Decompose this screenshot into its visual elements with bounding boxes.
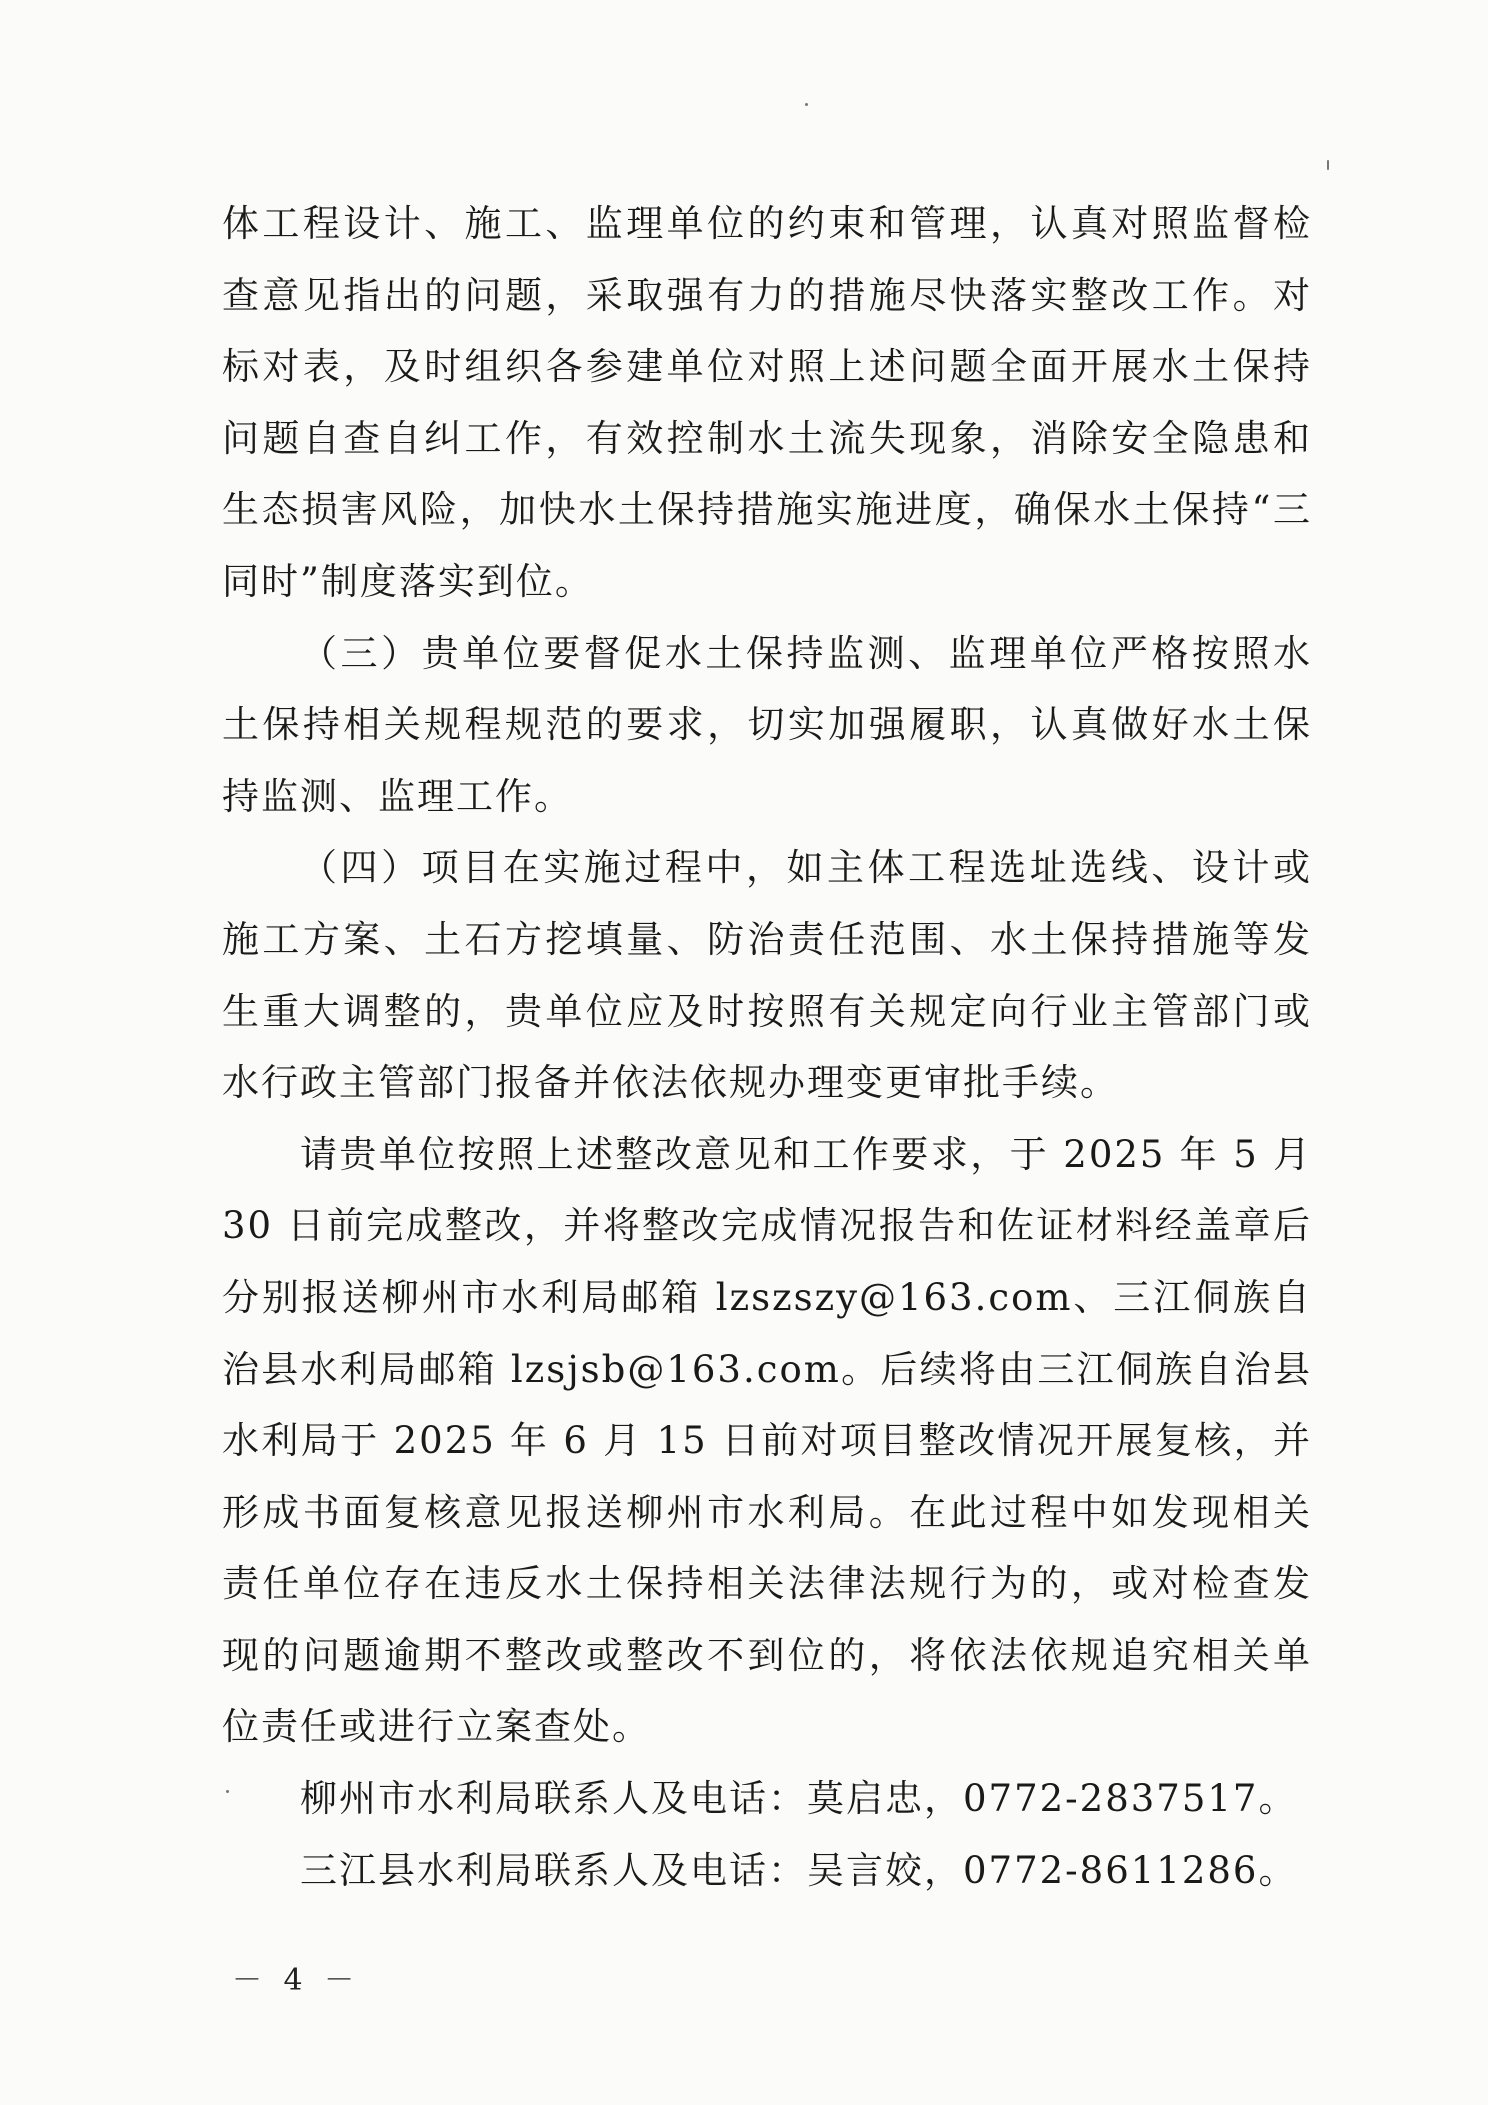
- scan-speck: [226, 1790, 229, 1793]
- contact-liuzhou: 柳州市水利局联系人及电话：莫启忠，0772-2837517。: [300, 1777, 1298, 1821]
- paragraph-continuation: 体工程设计、施工、监理单位的约束和管理，认真对照监督检查意见指出的问题，采取强有力的措施尽快落实整改工作。对标对表，及时组织各参建单位对照上述问题全面开展水土保持问题自查自纠工作，有效控制水土流失现象，消除安全隐患和生态损害风险，加快水土保持措施实施进度，确保水土保持“三同时”制度落实到位。: [222, 202, 1312, 603]
- contact-sanjiang: 三江县水利局联系人及电话：吴言姣，0772-8611286。: [300, 1848, 1298, 1892]
- document-body: [222, 188, 1312, 1906]
- scan-speck: [1327, 160, 1329, 170]
- paragraph-item-three: （三）贵单位要督促水土保持监测、监理单位严格按照水土保持相关规程规范的要求，切实加强履职，认真做好水土保持监测、监理工作。: [222, 631, 1312, 818]
- page-number: － 4 －: [232, 1963, 361, 1998]
- paragraph-rectification-request: 请贵单位按照上述整改意见和工作要求，于 2025 年 5 月 30 日前完成整改，并将整改完成情况报告和佐证材料经盖章后分别报送柳州市水利局邮箱 lzszszy@163.com、三江侗族自治县水利局邮箱 lzsjsb@163.com。后续将由三江侗族自治县水利局于 2025 年 6 月 15 日前对项目整改情况开展复核，并形成书面复核意见报送柳州市水利局。在此过程中如发现相关责任单位存在违反水土保持相关法律法规行为的，或对检查发现的问题逾期不整改或整改不到位的，将依法依规追究相关单位责任或进行立案查处。: [222, 1132, 1312, 1749]
- paragraph-item-four: （四）项目在实施过程中，如主体工程选址选线、设计或施工方案、土石方挖填量、防治责任范围、水土保持措施等发生重大调整的，贵单位应及时按照有关规定向行业主管部门或水行政主管部门报备并依法依规办理变更审批手续。: [222, 846, 1312, 1105]
- scan-speck: [805, 103, 808, 106]
